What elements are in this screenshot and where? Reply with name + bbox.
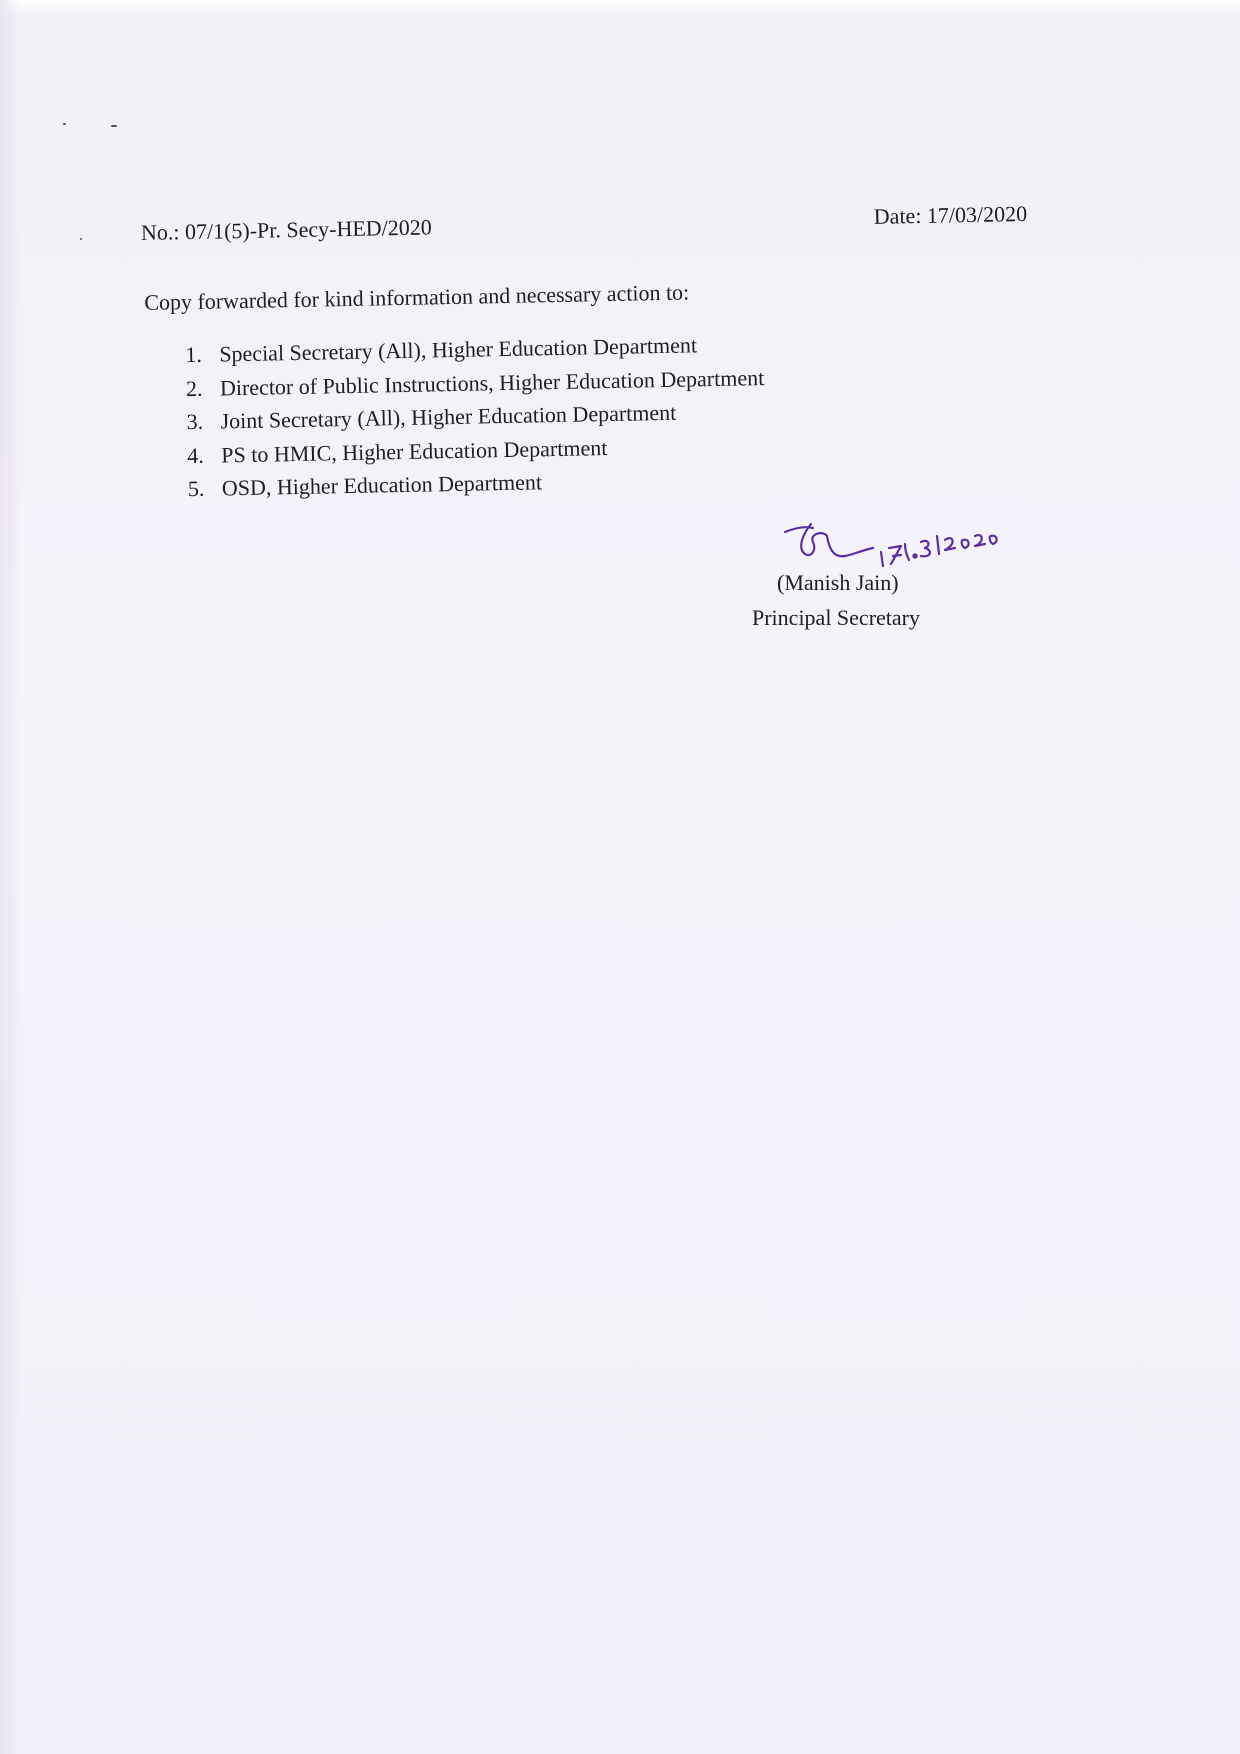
list-item-text: Special Secretary (All), Higher Education Department: [219, 332, 698, 367]
signatory-name: (Manish Jain): [777, 570, 899, 595]
list-item-number: 5.: [187, 475, 205, 502]
document-date: Date: 17/03/2020: [873, 200, 1028, 229]
recipients-list: [185, 331, 766, 510]
signatory-title: Principal Secretary: [752, 605, 920, 630]
list-item-number: 1.: [185, 341, 203, 368]
list-item-number: 4.: [186, 442, 204, 468]
list-item-text: Director of Public Instructions, Higher Education Department: [219, 364, 765, 400]
list-item-number: 3.: [186, 408, 204, 435]
list-item-text: OSD, Higher Education Department: [221, 469, 543, 501]
list-item-text: Joint Secretary (All), Higher Education Department: [220, 399, 677, 434]
list-item-text: PS to HMIC, Higher Education Department: [220, 434, 608, 467]
list-item-number: 2.: [185, 375, 203, 401]
reference-number: No.: 07/1(5)-Pr. Secy-HED/2020: [140, 214, 432, 245]
forwarding-note: Copy forwarded for kind information and necessary action to:: [144, 279, 690, 315]
